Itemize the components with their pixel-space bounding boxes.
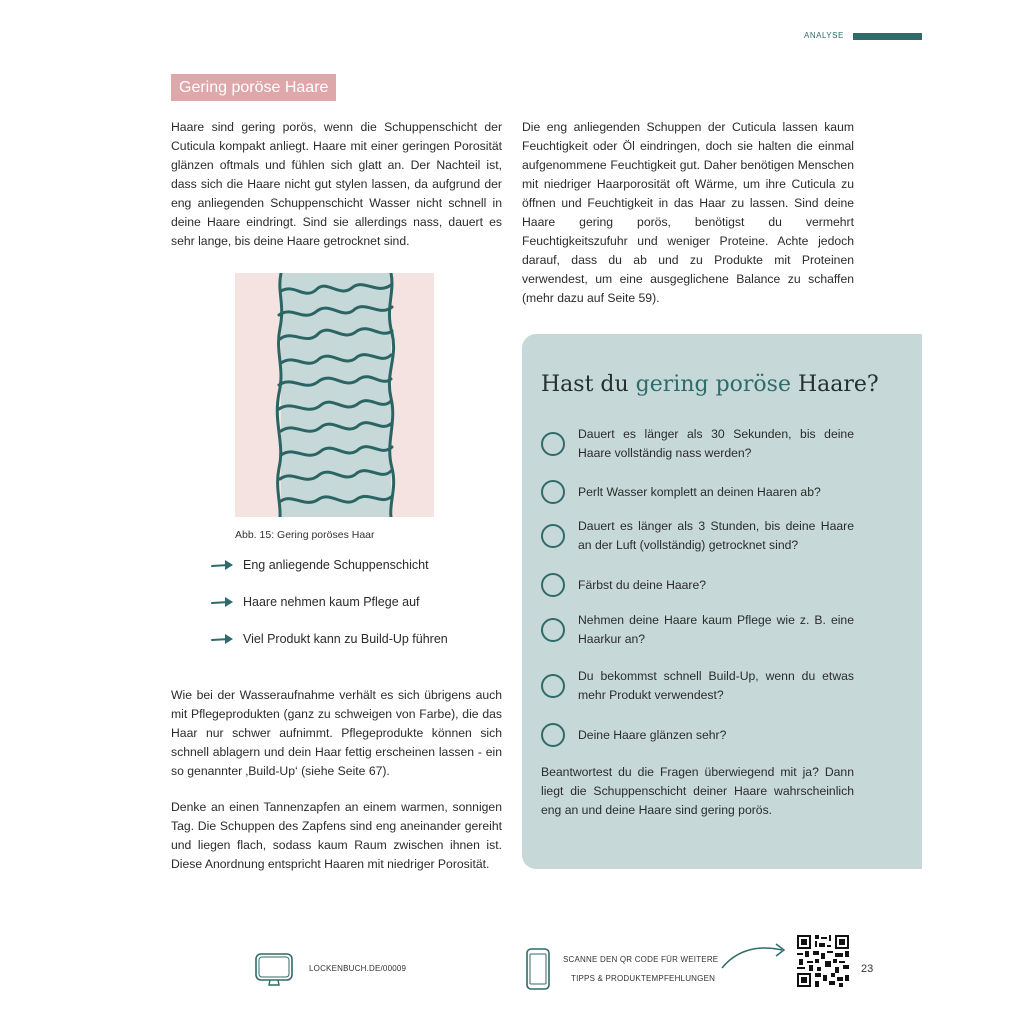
checkbox-circle-icon[interactable] bbox=[541, 674, 565, 698]
left-paragraph-1: Haare sind gering porös, wenn die Schuppenschicht der Cuticula kompakt anliegt. Haare mit einer geringen Porosität glänzen oftmals und fühlen sich glatt an. Der Nachteil ist, dass sich die Haare nicht gut stylen lassen, da aufgrund der eng anliegenden Schuppenschicht Wasser nicht schnell in deine Haare eindringt. Sind sie allerdings nass, dauert es sehr lange, bis deine Haare getrocknet sind. bbox=[171, 120, 502, 248]
qr-instruction-line-1: SCANNE DEN QR CODE FÜR WEITERE bbox=[563, 955, 719, 964]
quiz-result-text: Beantwortest du die Fragen überwiegend mit ja? Dann liegt die Schuppenschicht deiner Haare wahrscheinlich eng an und deine Haare sind gering porös. bbox=[541, 765, 854, 817]
footer-link[interactable]: LOCKENBUCH.DE/00009 bbox=[309, 964, 407, 973]
checkbox-circle-icon[interactable] bbox=[541, 524, 565, 548]
right-paragraph-1: Die eng anliegenden Schuppen der Cuticula lassen kaum Feuchtigkeit oder Öl eindringen, doch sie halten die einmal aufgenommene Feuchtigkeit gut. Daher benötigen Menschen mit niedriger Haarporosität oft Wärme, um ihre Cuticula zu öffnen und Feuchtigkeit in das Haar zu lassen. Sind deine Haare gering porös, benötigst du vermehrt Feuchtigkeitszufuhr und weniger Proteine. Achte jedoch darauf, dass du ab und zu Produkte mit Proteinen verwendest, um eine ausgeglichene Balance zu schaffen (mehr dazu auf Seite 59). bbox=[522, 120, 854, 305]
quiz-question-text: Färbst du deine Haare? bbox=[578, 577, 707, 592]
quiz-question[interactable] bbox=[541, 425, 854, 463]
qr-code[interactable] bbox=[797, 935, 849, 992]
figure-caption: Abb. 15: Gering poröses Haar bbox=[235, 529, 375, 541]
checkbox-circle-icon[interactable] bbox=[541, 432, 565, 456]
checkbox-circle-icon[interactable] bbox=[541, 480, 565, 504]
quiz-title bbox=[541, 372, 879, 397]
checkbox-circle-icon[interactable] bbox=[541, 618, 565, 642]
quiz-question-text: Nehmen deine Haare kaum Pflege wie z. B. eine Haarkur an? bbox=[578, 613, 854, 646]
quiz-question-text: Dauert es länger als 3 Stunden, bis deine Haare an der Luft (vollständig) getrocknet sind? bbox=[578, 519, 854, 552]
quiz-question[interactable] bbox=[541, 611, 854, 649]
bullet-text: Haare nehmen kaum Pflege auf bbox=[243, 595, 420, 609]
page-number: 23 bbox=[861, 963, 874, 975]
checkbox-circle-icon[interactable] bbox=[541, 573, 565, 597]
section-title: Gering poröse Haare bbox=[171, 74, 336, 101]
quiz-title-pre: Hast du bbox=[541, 372, 636, 397]
section-tag-bar bbox=[853, 33, 922, 40]
quiz-question-text: Dauert es länger als 30 Sekunden, bis deine Haare vollständig nass werden? bbox=[578, 427, 854, 460]
quiz-question[interactable] bbox=[541, 573, 854, 597]
arrow-icon bbox=[211, 596, 235, 608]
section-tag: ANALYSE bbox=[804, 31, 844, 40]
hair-strand-illustration bbox=[235, 273, 434, 517]
quiz-title-post: Haare? bbox=[790, 372, 879, 397]
arrow-icon bbox=[211, 633, 235, 645]
quiz-question[interactable] bbox=[541, 517, 854, 555]
quiz-question-text: Deine Haare glänzen sehr? bbox=[578, 727, 727, 742]
quiz-question-text: Du bekommst schnell Build-Up, wenn du etwas mehr Produkt verwendest? bbox=[578, 669, 854, 702]
checkbox-circle-icon[interactable] bbox=[541, 723, 565, 747]
left-paragraph-3: Denke an einen Tannenzapfen an einem warmen, sonnigen Tag. Die Schuppen des Zapfens sind eng aneinander gereiht und liegen flach, sodass kaum Raum zwischen ihnen ist. Diese Anordnung entspricht Haaren mit niedriger Porosität. bbox=[171, 800, 502, 871]
qr-instruction-line-2: TIPPS & PRODUKTEMPFEHLUNGEN bbox=[571, 974, 716, 983]
left-paragraph-2: Wie bei der Wasseraufnahme verhält es sich übrigens auch mit Pflegeprodukten (ganz zu schweigen von Farbe), die das Haar nur schwer aufnimmt. Pflegeprodukte können sich schnell ablagern und dein Haar fettig erscheinen lassen - ein so genannter ‚Build-Up‘ (siehe Seite 67). bbox=[171, 688, 502, 778]
hair-strand-drawing bbox=[235, 273, 434, 517]
bullet-text: Eng anliegende Schuppenschicht bbox=[243, 558, 429, 572]
bullet-item bbox=[211, 555, 429, 575]
arrow-icon bbox=[211, 559, 235, 571]
quiz-question-text: Perlt Wasser komplett an deinen Haaren ab? bbox=[578, 484, 821, 499]
quiz-title-accent: gering poröse bbox=[635, 372, 791, 397]
quiz-question[interactable] bbox=[541, 723, 854, 747]
bullet-item bbox=[211, 629, 448, 649]
bullet-text: Viel Produkt kann zu Build-Up führen bbox=[243, 632, 448, 646]
quiz-question[interactable] bbox=[541, 480, 854, 504]
curved-arrow-icon bbox=[720, 938, 790, 977]
quiz-question[interactable] bbox=[541, 667, 854, 705]
smartphone-icon bbox=[525, 947, 551, 996]
monitor-icon bbox=[254, 952, 296, 995]
bullet-item bbox=[211, 592, 420, 612]
